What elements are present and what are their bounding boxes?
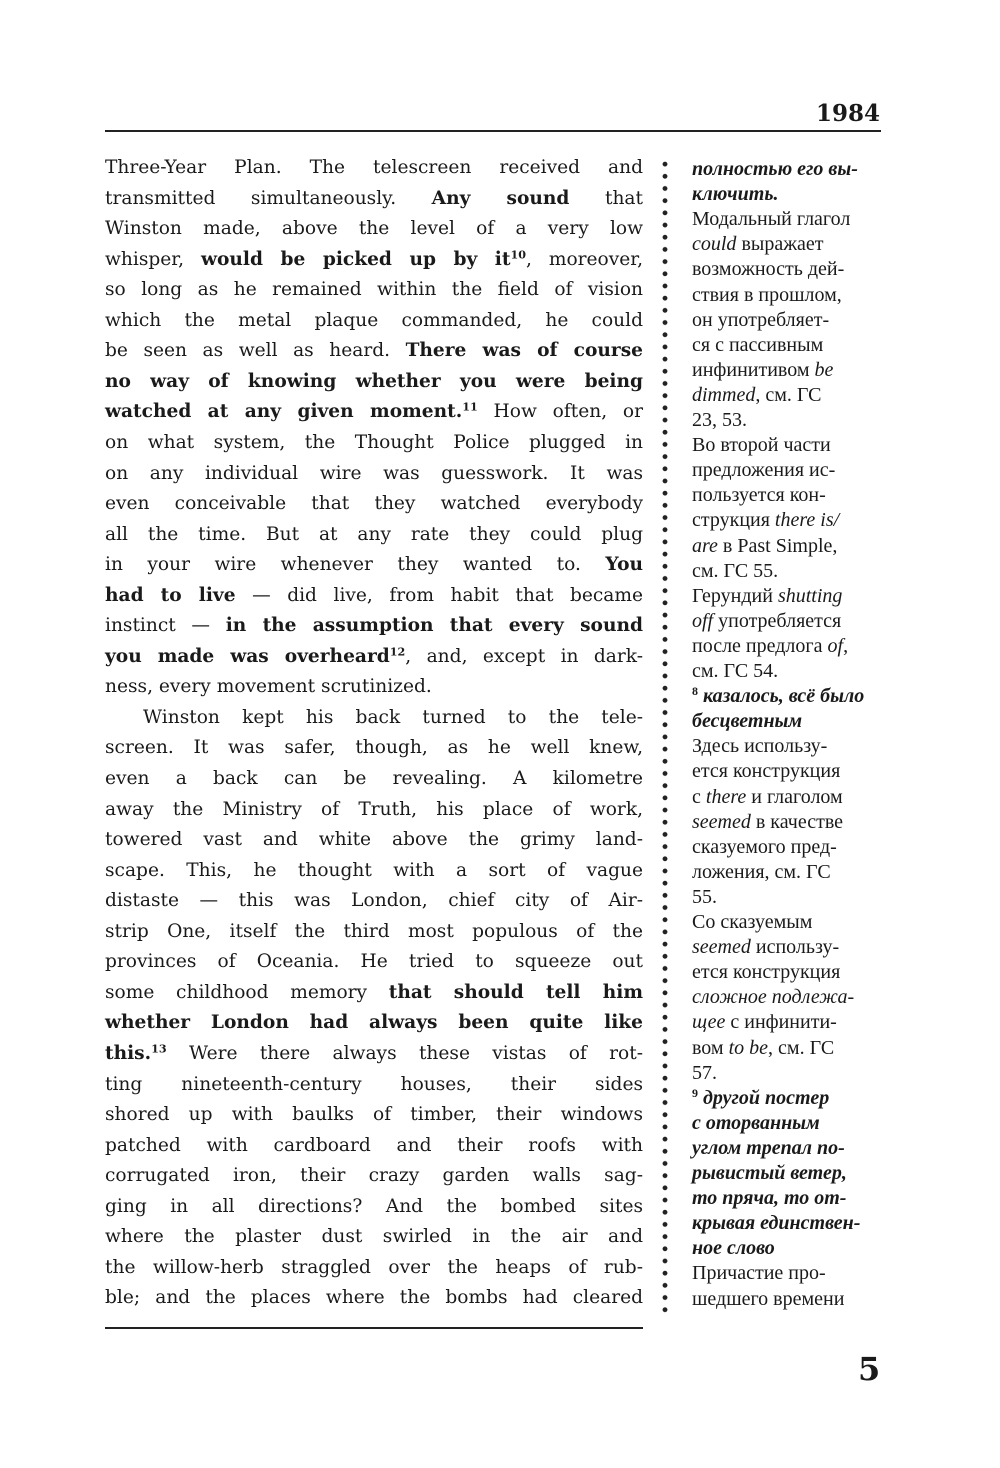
note-line (692, 334, 892, 359)
text-segment: strip One, itself the third most populous of the (105, 920, 643, 942)
text-segment: , and, except in dark- (405, 645, 644, 667)
emphasized-text: this. (105, 1042, 152, 1064)
emphasized-text: whether London had always been quite like (105, 1012, 643, 1034)
text-segment: towered vast and white above the grimy land- (105, 829, 643, 851)
text-line (105, 799, 643, 827)
emphasized-text: you made was overheard (105, 645, 390, 667)
note-line (692, 434, 892, 459)
text-line (105, 401, 643, 429)
text-segment: он употребляет- (692, 308, 830, 331)
text-segment: 57. (692, 1061, 717, 1084)
text-segment: shored up with baulks of timber, their windows (105, 1104, 643, 1126)
text-line (105, 1104, 643, 1132)
text-line (105, 279, 643, 307)
note-line (692, 735, 892, 760)
text-segment: even a back can be revealing. A kilometre (105, 768, 643, 789)
emphasized-text: that should tell him (388, 981, 643, 1003)
text-segment: Причастие про- (692, 1262, 826, 1285)
note-line (692, 610, 892, 635)
text-segment: the willow-herb straggled over the heaps of rub- (105, 1256, 643, 1278)
emphasized-text: ключить. (692, 183, 779, 206)
text-segment: — did live, from habit that became (235, 584, 643, 606)
text-segment: см. ГС 54. (692, 660, 779, 682)
text-line (105, 157, 643, 185)
note-line (692, 886, 892, 911)
emphasized-text: полностью его вы- (692, 158, 858, 180)
note-line (692, 685, 892, 710)
text-line (105, 737, 643, 765)
note-line (692, 459, 892, 484)
text-segment: transmitted simultaneously. (105, 187, 432, 209)
text-segment: сказуемого пред- (692, 835, 837, 858)
text-line (105, 890, 643, 918)
text-segment: шедшего времени (692, 1287, 845, 1310)
text-segment: instinct — (105, 615, 226, 637)
note-line (692, 1212, 892, 1237)
text-segment: ging in all directions? And the bombed sites (105, 1195, 643, 1217)
text-segment: после предлога (692, 634, 828, 657)
note-line (692, 1112, 892, 1137)
footnote-ref: 8 (692, 683, 698, 698)
note-line (692, 233, 892, 258)
note-line (692, 409, 892, 434)
text-line (105, 1196, 643, 1224)
note-line (692, 208, 892, 233)
emphasized-text: крывая единствен- (692, 1212, 861, 1235)
note-line (692, 1137, 892, 1162)
text-segment: screen. It was safer, though, as he well knew, (105, 737, 643, 759)
footnote-ref: 12 (389, 645, 406, 659)
text-segment: ся с пассивным (692, 333, 824, 356)
text-segment: Во второй части (692, 434, 831, 457)
text-segment: выражает (736, 233, 824, 256)
text-line (105, 768, 643, 796)
note-line (692, 560, 892, 585)
text-segment: щее (692, 1011, 726, 1034)
text-segment: сложное подлежа- (692, 986, 855, 1009)
emphasized-text: Any sound (431, 187, 570, 209)
text-segment: ложения, см. ГС (692, 860, 831, 883)
text-segment: there (705, 785, 747, 808)
text-segment: , см. ГС (755, 383, 822, 406)
note-line (692, 861, 892, 886)
note-line (692, 284, 892, 309)
text-segment: corrugated iron, their crazy garden walls sag- (105, 1165, 643, 1187)
note-line (692, 986, 892, 1011)
text-line (105, 1012, 643, 1040)
emphasized-text: no way of knowing whether you were being (105, 370, 643, 392)
text-segment: some childhood memory (105, 981, 389, 1003)
footnote-ref: 9 (692, 1085, 698, 1100)
text-line (105, 1043, 643, 1071)
text-segment: предложения ис- (692, 459, 836, 482)
note-line (692, 811, 892, 836)
text-segment: seemed (692, 810, 751, 833)
text-segment: seemed (692, 936, 751, 959)
note-line (692, 836, 892, 861)
note-line (692, 585, 892, 610)
text-segment: dimmed (692, 383, 756, 406)
text-line (105, 707, 643, 735)
note-line (692, 258, 892, 283)
emphasized-text: would be picked up by it (201, 248, 511, 270)
note-line (692, 635, 892, 660)
text-line (105, 371, 643, 399)
text-segment: which the metal plaque commanded, he could (105, 309, 643, 331)
text-segment: ness, every movement scrutinized. (105, 676, 432, 698)
text-segment: ствия в прошлом, (692, 283, 842, 306)
page-number: 5 (858, 1350, 881, 1388)
emphasized-text: другой постер (698, 1086, 830, 1109)
note-line (692, 1187, 892, 1212)
note-line (692, 936, 892, 961)
text-segment: с (692, 785, 706, 808)
text-segment: ется конструкция (692, 760, 841, 783)
note-line (692, 535, 892, 560)
emphasized-text: ное слово (692, 1237, 775, 1260)
text-line (105, 188, 643, 216)
text-line (105, 676, 643, 704)
text-segment: ting nineteenth-century houses, their sides (105, 1073, 643, 1095)
note-line (692, 359, 892, 384)
emphasized-text: in the assumption that every sound (225, 615, 643, 637)
text-segment: , (843, 634, 849, 657)
text-segment: away the Ministry of Truth, his place of work, (105, 798, 643, 820)
text-line (105, 829, 643, 857)
text-segment: ble; and the places where the bombs had cleared (105, 1287, 643, 1309)
text-segment: be seen as well as heard. (105, 340, 406, 362)
text-segment: Winston kept his back turned to the tele- (143, 706, 643, 728)
text-segment: shutting (777, 584, 843, 607)
text-segment: с инфинити- (725, 1011, 837, 1034)
text-segment: пользуется кон- (692, 484, 826, 507)
text-line (105, 646, 643, 674)
running-header-title: 1984 (815, 100, 880, 127)
text-line (105, 463, 643, 491)
text-segment: , см. ГС (768, 1036, 835, 1059)
text-line (105, 310, 643, 338)
emphasized-text: бесцветным (692, 710, 803, 733)
note-line (692, 183, 892, 208)
note-line (692, 1162, 892, 1187)
text-segment: Со сказуемым (692, 911, 813, 933)
note-line (692, 384, 892, 409)
note-line (692, 484, 892, 509)
text-line (105, 921, 643, 949)
text-segment: Three-Year Plan. The telescreen received and (105, 157, 643, 178)
text-segment: patched with cardboard and their roofs with (105, 1134, 643, 1156)
note-line (692, 509, 892, 534)
text-segment: be (814, 358, 834, 381)
text-segment: provinces of Oceania. He tried to squeeze out (105, 951, 643, 973)
text-line (105, 1287, 643, 1315)
text-segment: Здесь использу- (692, 735, 828, 758)
dotted-column-divider (662, 158, 668, 1314)
text-line (105, 524, 643, 552)
text-line (105, 249, 643, 277)
text-segment: инфинитивом (692, 358, 815, 381)
text-segment: , moreover, (525, 248, 643, 270)
text-segment: where the plaster dust swirled in the air and (105, 1226, 643, 1248)
note-line (692, 660, 892, 685)
note-line (692, 1037, 892, 1062)
emphasized-text: казалось, всё было (698, 685, 865, 708)
text-segment: of (827, 634, 844, 657)
text-segment: whisper, (105, 248, 201, 270)
text-segment: и глаголом (746, 785, 843, 808)
text-segment: distaste — this was London, chief city of Air- (105, 890, 643, 912)
text-line (105, 1257, 643, 1285)
note-line (692, 911, 892, 936)
footnote-ref: 10 (510, 247, 526, 261)
text-line (105, 554, 643, 582)
note-line (692, 309, 892, 334)
text-segment: 23, 53. (692, 409, 747, 431)
text-segment: использу- (750, 936, 840, 959)
note-line (692, 1288, 892, 1313)
text-segment: there is/ (774, 509, 840, 532)
text-line (105, 1165, 643, 1193)
note-line (692, 961, 892, 986)
note-line (692, 760, 892, 785)
text-segment: см. ГС 55. (692, 559, 779, 582)
text-segment: в качестве (750, 810, 844, 833)
text-segment: вом (692, 1036, 729, 1059)
header-rule (105, 130, 881, 132)
text-line (105, 982, 643, 1010)
text-segment: are (692, 534, 718, 557)
text-segment: even conceivable that they watched everybody (105, 493, 643, 515)
text-segment: that (569, 187, 643, 209)
text-line (105, 1074, 643, 1102)
text-segment: в Past Simple, (717, 534, 838, 557)
text-segment: возможность дей- (692, 258, 845, 281)
footnote-ref: 13 (151, 1042, 167, 1056)
note-line (692, 1237, 892, 1262)
emphasized-text: рывистый ветер, (692, 1162, 847, 1184)
emphasized-text: You (605, 554, 643, 576)
text-line (105, 218, 643, 246)
text-segment: Winston made, above the level of a very low (105, 218, 643, 240)
text-segment: scape. This, he thought with a sort of vague (105, 859, 643, 881)
emphasized-text: с оторванным (692, 1111, 820, 1134)
text-segment: on any individual wire was guesswork. It was (105, 462, 643, 484)
text-segment: употребляется (713, 609, 842, 632)
text-line (105, 615, 643, 643)
emphasized-text: There was of course (405, 340, 643, 362)
note-line (692, 1087, 892, 1112)
footnote-ref: 11 (462, 400, 478, 414)
text-line (105, 585, 643, 613)
text-segment: ется конструкция (692, 961, 841, 984)
note-line (692, 1062, 892, 1087)
emphasized-text: watched at any given moment. (105, 401, 463, 423)
text-segment: on what system, the Thought Police plugged in (105, 431, 643, 453)
text-segment: in your wire whenever they wanted to. (105, 554, 606, 576)
text-segment: to be (728, 1036, 769, 1059)
text-segment: so long as he remained within the field of vision (105, 279, 643, 301)
text-segment: off (692, 609, 714, 632)
note-line (692, 1262, 892, 1287)
text-segment: Модальный глагол (692, 208, 851, 231)
text-segment: 55. (692, 885, 717, 908)
emphasized-text: had to live (105, 584, 236, 606)
text-line (105, 951, 643, 979)
text-line (105, 493, 643, 521)
text-line (105, 860, 643, 888)
note-line (692, 786, 892, 811)
text-segment: Were there always these vistas of rot- (166, 1042, 643, 1064)
text-line (105, 1226, 643, 1254)
note-line (692, 1011, 892, 1036)
text-line (105, 1135, 643, 1163)
emphasized-text: углом трепал по- (692, 1136, 845, 1159)
note-line (692, 710, 892, 735)
text-segment: How often, or (477, 401, 644, 423)
text-segment: all the time. But at any rate they could plug (105, 523, 643, 545)
footer-rule (105, 1327, 643, 1329)
text-line (105, 340, 643, 368)
note-line (692, 158, 892, 183)
text-line (105, 432, 643, 460)
emphasized-text: то пряча, то от- (692, 1187, 847, 1210)
text-segment: could (692, 233, 737, 256)
text-segment: Герундий (692, 584, 778, 607)
text-segment: струкция (692, 509, 775, 532)
